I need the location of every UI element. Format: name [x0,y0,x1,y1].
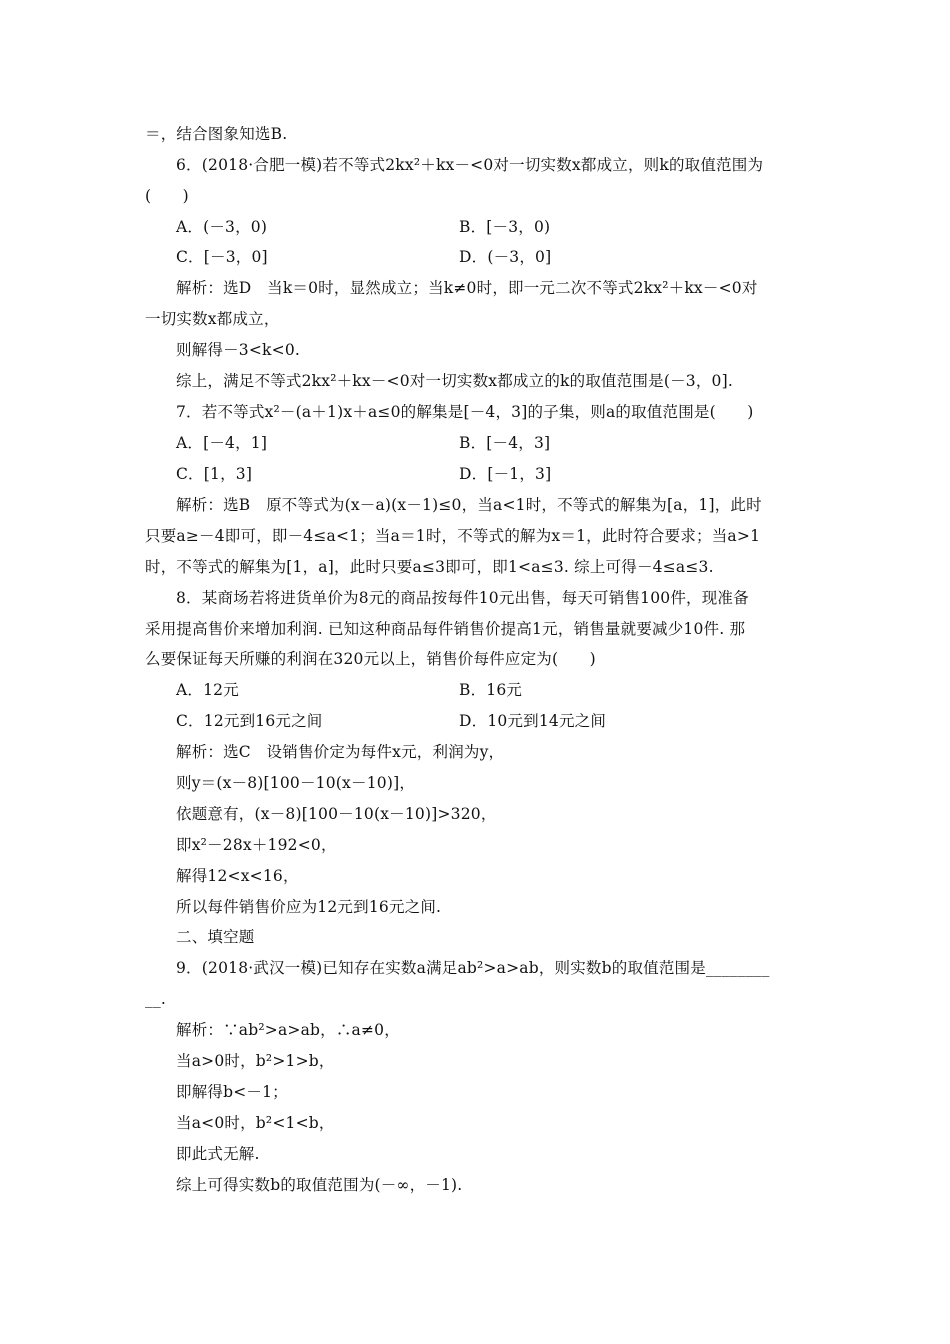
option-a: A．[－4，1] [176,434,268,452]
text-line: 只要a≥－4即可，即－4≤a<1；当a＝1时，不等式的解为x＝1，此时符合要求；当a>1 [145,527,761,545]
solution-line: 解析：选C 设销售价定为每件x元，利润为y， [176,743,505,761]
option-d: D．(－3，0] [459,248,552,266]
text-line: 则解得－3<k<0. [176,341,301,359]
text-line: 综上，满足不等式2kx²＋kx－<0对一切实数x都成立的k的取值范围是(－3，0]. [176,372,733,390]
text-line: 么要保证每天所赚的利润在320元以上，销售价每件应定为( ) [145,650,596,668]
question-9: 9．(2018·武汉一模)已知存在实数a满足ab²>a>ab，则实数b的取值范围是________ [176,959,770,977]
option-c: C．[1，3] [176,465,253,483]
solution-line: 解析：∵ab²>a>ab，∴a≠0， [176,1021,400,1039]
question-6: 6．(2018·合肥一模)若不等式2kx²＋kx－<0对一切实数x都成立，则k的取值范围为 [176,156,764,174]
text-line: 解得12<x<16， [176,867,299,885]
section-heading: 二、填空题 [176,928,255,946]
option-d: D．10元到14元之间 [459,712,607,730]
solution-line: 解析：选D 当k＝0时，显然成立；当k≠0时，即一元二次不等式2kx²＋kx－<0对 [176,279,758,297]
text-line: 则y＝(x－8)[100－10(x－10)]， [176,774,416,792]
text-line: 即解得b<－1； [176,1083,288,1101]
question-7: 7．若不等式x²－(a＋1)x＋a≤0的解集是[－4，3]的子集，则a的取值范围是( ) [176,403,754,421]
text-line: 所以每件销售价应为12元到16元之间. [176,898,442,916]
text-line: 时，不等式的解集为[1，a]，此时只要a≤3即可，即1<a≤3. 综上可得－4≤a≤3. [145,558,714,576]
option-b: B．[－3，0) [459,218,551,236]
solution-line: 解析：选B 原不等式为(x－a)(x－1)≤0，当a<1时，不等式的解集为[a，1]，此时 [176,496,762,514]
option-c: C．12元到16元之间 [176,712,323,730]
text-line: 即此式无解. [176,1145,260,1163]
option-b: B．[－4，3] [459,434,551,452]
option-a: A．(－3，0) [176,218,268,236]
option-c: C．[－3，0] [176,248,268,266]
text-line: 采用提高售价来增加利润. 已知这种商品每件销售价提高1元，销售量就要减少10件. 那 [145,620,746,638]
text-line: 依题意有，(x－8)[100－10(x－10)]>320， [176,805,497,823]
question-8: 8．某商场若将进货单价为8元的商品按每件10元出售，每天可销售100件，现准备 [176,589,749,607]
text-line: 当a>0时，b²>1>b， [176,1052,335,1070]
text-line: ＝，结合图象知选B. [145,125,288,143]
option-a: A．12元 [176,681,239,699]
option-b: B．16元 [459,681,523,699]
text-line: 综上可得实数b的取值范围为(－∞，－1). [176,1176,463,1194]
text-line: 一切实数x都成立， [145,310,280,328]
text-line: 即x²－28x＋192<0， [176,836,337,854]
text-line: 当a<0时，b²<1<b， [176,1114,335,1132]
text-line: ( ) [145,187,189,205]
option-d: D．[－1，3] [459,465,552,483]
text-line: __. [145,990,167,1008]
